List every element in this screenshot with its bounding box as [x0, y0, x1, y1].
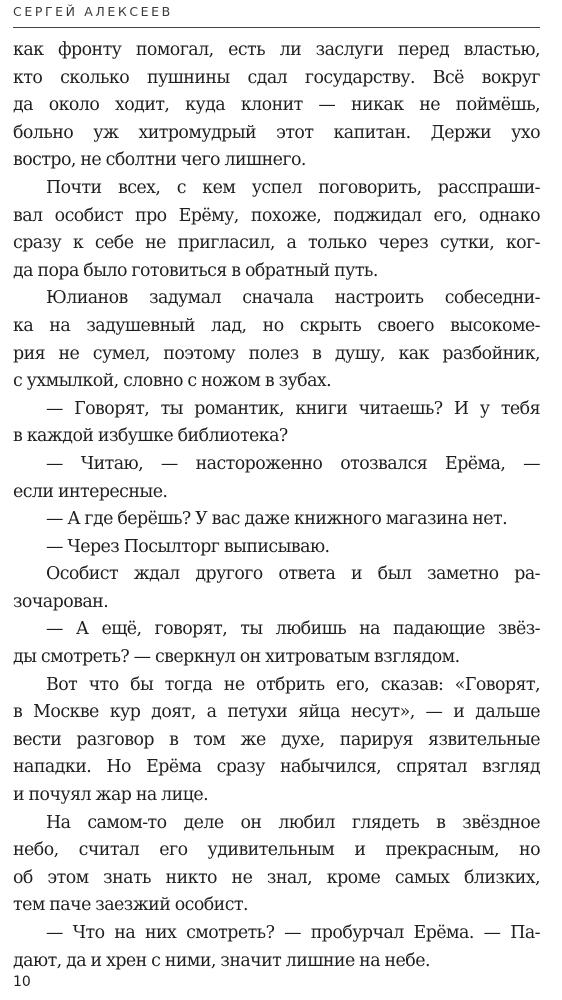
running-head: СЕРГЕЙ АЛЕКСЕЕВ: [13, 4, 173, 19]
text-line: вал особист про Ерёму, похоже, поджидал его, однако: [13, 205, 540, 226]
text-line: — А где берёшь? У вас даже книжного магазина нет.: [46, 509, 508, 530]
text-line: тем паче заезжий особист.: [13, 895, 248, 916]
text-line: — Что на них смотреть? — пробурчал Ерёма. — Па-: [46, 923, 540, 943]
text-line: Почти всех, с кем успел поговорить, расспраши-: [46, 177, 540, 198]
text-line: об этом знать никто не знал, кроме самых близких,: [13, 867, 540, 888]
text-line: востро, не сболтни чего лишнего.: [13, 150, 306, 171]
text-line: На самом-то деле он любил глядеть в звёздное: [46, 812, 540, 833]
page-number: 10: [13, 974, 31, 990]
text-line: да около ходит, куда клонит — никак не поймёшь,: [13, 95, 540, 116]
text-line: ка на задушевный лад, но скрыть своего высокоме-: [13, 315, 540, 336]
text-line: небо, считал его удивительным и прекрасным, но: [13, 840, 540, 861]
text-line: — Говорят, ты романтик, книги читаешь? И у тебя: [46, 398, 540, 419]
text-line: зочарован.: [13, 591, 109, 612]
text-line: кто сколько пушнины сдал государству. Всё вокруг: [13, 67, 540, 88]
text-line: Вот что бы тогда не отбрить его, сказав: «Говорят,: [46, 674, 540, 695]
text-line: Юлианов задумал сначала настроить собеседни-: [46, 288, 540, 309]
text-line: да пора было готовиться в обратный путь.: [13, 260, 378, 281]
text-line: нападки. Но Ерёма сразу набычился, спрятал взгляд: [13, 757, 540, 778]
text-line: — Читаю, — настороженно отозвался Ерёма, —: [46, 453, 540, 474]
text-line: ды смотреть? — сверкнул он хитроватым взглядом.: [13, 647, 460, 668]
text-line: если интересные.: [13, 481, 168, 502]
text-line: Особист ждал другого ответа и был заметно ра-: [46, 564, 540, 585]
text-line: рия не сумел, поэтому полез в душу, как разбойник,: [13, 343, 540, 364]
text-line: и почуял жар на лице.: [13, 785, 209, 806]
text-line: с ухмылкой, словно с ножом в зубах.: [13, 371, 332, 392]
text-line: — А ещё, говорят, ты любишь на падающие звёз-: [46, 619, 540, 640]
text-line: как фронту помогал, есть ли заслуги перед властью,: [13, 40, 540, 60]
text-line: дают, да и хрен с ними, значит лишние на небе.: [13, 950, 430, 971]
text-line: больно уж хитромудрый этот капитан. Держи ухо: [13, 122, 540, 143]
text-line: вести разговор в том же духе, парируя язвительные: [13, 729, 540, 750]
text-line: в каждой избушке библиотека?: [13, 426, 288, 447]
text-line: — Через Посылторг выписываю.: [46, 536, 330, 557]
body-text: [13, 37, 540, 975]
text-line: сразу к себе не пригласил, а только через сутки, ког-: [13, 233, 540, 254]
header-rule: [13, 27, 540, 28]
text-line: в Москве кур доят, а петухи яйца несут», — и дальше: [13, 702, 540, 723]
